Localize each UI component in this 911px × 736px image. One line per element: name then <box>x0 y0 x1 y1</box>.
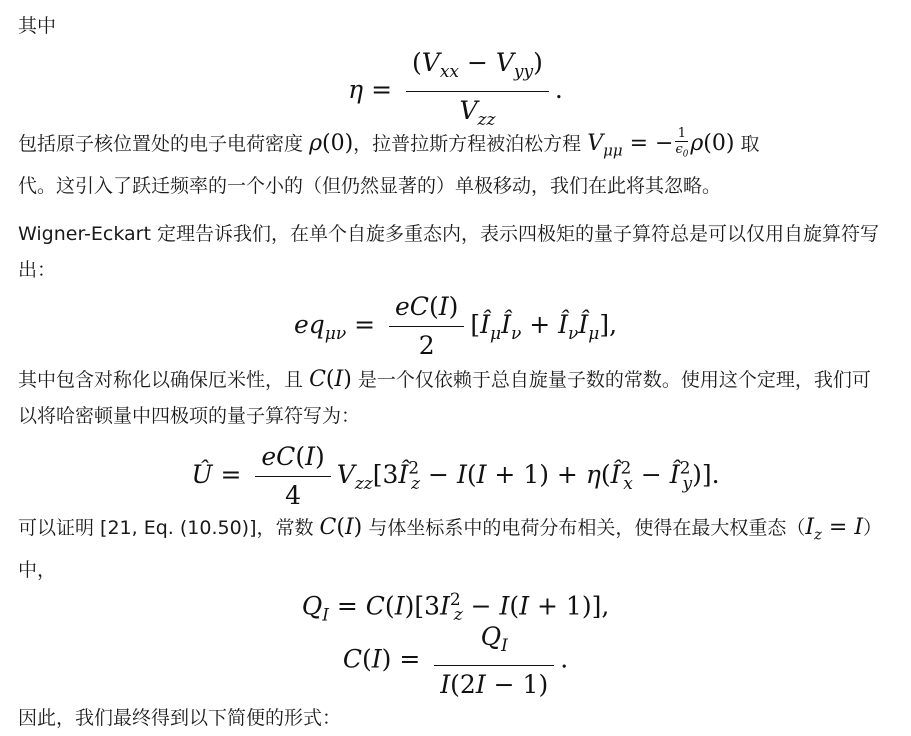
text-laplace: ，拉普拉斯方程被泊松方程 <box>353 133 582 155</box>
text-final-form: 因此，我们最终得到以下简便的形式： <box>18 707 342 729</box>
equation-quadrupole-operator: $eq_{\mu\nu}$ = $\frac{eC(I)}{2}$ [$Î_\mu Î_\nu$ + $Î_\nu Î_\mu$], <box>293 292 618 360</box>
math-rho0: ρ(0) <box>309 131 354 156</box>
text-qizhong: 其中 <box>18 15 57 37</box>
equation-CI: C(I) = $\frac{Q_I}{I(2I - 1)}$ . <box>342 622 569 699</box>
text-monopole-shift: 代。这引入了跃迁频率的一个小的（但仍然显著的）单极移动，我们在此将其忽略。 <box>18 175 722 198</box>
text-max-weight: 与体坐标系中的电荷分布相关，使得在最大权重态（ <box>368 517 806 539</box>
paragraph-charge-distribution <box>18 510 888 588</box>
paragraph-wigner-eckart <box>18 216 888 288</box>
math-CI: C(I) <box>309 367 352 392</box>
paragraph-poisson <box>18 126 888 204</box>
math-poisson: $V_{\mu\mu}$ = − 1 $\epsilon_0\rho(0)$ <box>587 125 735 160</box>
text-symmetrized: 其中包含对称化以确保厄米性，且 <box>18 369 304 391</box>
text-qu: 取 <box>740 133 760 155</box>
text-wigner-eckart: Wigner-Eckart 定理告诉我们，在单个自旋多重态内，表示四极矩的量子算符总是可以仅用自旋算符写出： <box>18 223 879 281</box>
text-constant: 是一个仅依赖于总自旋量子数的常数。使用这个定理，我们可以将哈密顿量中四极项的量子算符写为： <box>18 369 871 427</box>
paragraph-conclusion <box>18 700 888 736</box>
math-CI-2: C(I) <box>319 515 363 540</box>
equation-eta: η = $\frac{(V_{xx} - V_{yy})}{V_{zz}}$ . <box>348 48 563 130</box>
paragraph-intro <box>18 8 888 44</box>
math-Iz-eq-I: $I_z = I$ <box>805 515 864 544</box>
text-in: ）中， <box>18 517 883 582</box>
equation-QI: $Q_I = C(I)[3I^2_z - I(I + 1)]$, <box>301 590 610 626</box>
equation-hamiltonian: Û = $\frac{eC(I)}{4}$ $V_{zz}[3Î^2_z - I(I + 1)$ + $\eta(Î^2_x$ − $Î^2_y$)]. <box>191 442 720 510</box>
paragraph-hermitian <box>18 362 888 434</box>
text-proof-ref: 可以证明 [21, Eq. (10.50)]，常数 <box>18 517 314 539</box>
text-charge-density: 包括原子核位置处的电子电荷密度 <box>18 133 304 155</box>
